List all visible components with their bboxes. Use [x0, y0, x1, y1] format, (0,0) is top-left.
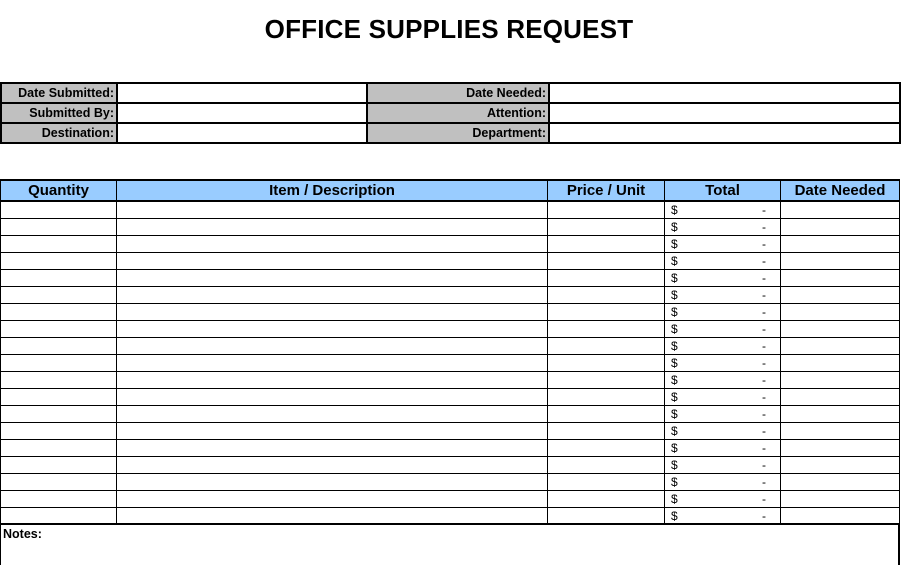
info-row-3	[1, 123, 900, 143]
date-submitted-field[interactable]	[117, 83, 367, 103]
item-description-cell[interactable]	[117, 491, 548, 508]
total-amount: -	[762, 305, 766, 319]
quantity-cell[interactable]	[1, 304, 117, 321]
total-cell	[665, 304, 781, 321]
info-row-1	[1, 83, 900, 103]
destination-field[interactable]	[117, 123, 367, 143]
quantity-cell[interactable]	[1, 321, 117, 338]
total-cell	[665, 201, 781, 219]
table-row	[1, 457, 900, 474]
table-row	[1, 440, 900, 457]
submitted-by-field[interactable]	[117, 103, 367, 123]
total-cell	[665, 491, 781, 508]
notes-section[interactable]	[0, 523, 900, 565]
total-amount: -	[762, 220, 766, 234]
total-cell	[665, 338, 781, 355]
total-cell	[665, 321, 781, 338]
table-row	[1, 270, 900, 287]
submitted-by-label: Submitted By:	[1, 103, 117, 123]
quantity-cell[interactable]	[1, 406, 117, 423]
quantity-cell[interactable]	[1, 423, 117, 440]
item-description-cell[interactable]	[117, 440, 548, 457]
total-amount: -	[762, 339, 766, 353]
price-unit-cell[interactable]	[548, 440, 665, 457]
total-cell	[665, 508, 781, 525]
quantity-cell[interactable]	[1, 440, 117, 457]
item-description-cell[interactable]	[117, 321, 548, 338]
table-row	[1, 219, 900, 236]
table-row	[1, 389, 900, 406]
total-amount: -	[762, 492, 766, 506]
quantity-cell[interactable]	[1, 389, 117, 406]
table-row	[1, 372, 900, 389]
date-needed-cell[interactable]	[781, 440, 900, 457]
total-amount: -	[762, 407, 766, 421]
currency-symbol: $	[671, 271, 678, 285]
total-cell	[665, 423, 781, 440]
currency-symbol: $	[671, 339, 678, 353]
table-row	[1, 474, 900, 491]
item-description-cell[interactable]	[117, 219, 548, 236]
date-submitted-label: Date Submitted:	[1, 83, 117, 103]
total-amount: -	[762, 237, 766, 251]
attention-label: Attention:	[367, 103, 549, 123]
quantity-cell[interactable]	[1, 355, 117, 372]
table-row	[1, 236, 900, 253]
total-cell	[665, 474, 781, 491]
department-field[interactable]	[549, 123, 900, 143]
total-amount: -	[762, 322, 766, 336]
price-unit-cell[interactable]	[548, 491, 665, 508]
date-needed-cell[interactable]	[781, 423, 900, 440]
column-header-date-needed: Date Needed	[781, 180, 900, 201]
currency-symbol: $	[671, 288, 678, 302]
column-header-quantity: Quantity	[1, 180, 117, 201]
items-body	[1, 201, 900, 525]
quantity-cell[interactable]	[1, 201, 117, 219]
attention-field[interactable]	[549, 103, 900, 123]
total-cell	[665, 440, 781, 457]
price-unit-cell[interactable]	[548, 474, 665, 491]
table-row	[1, 508, 900, 525]
total-amount: -	[762, 441, 766, 455]
total-cell	[665, 287, 781, 304]
total-amount: -	[762, 203, 766, 217]
currency-symbol: $	[671, 356, 678, 370]
item-description-cell[interactable]	[117, 372, 548, 389]
item-description-cell[interactable]	[117, 474, 548, 491]
quantity-cell[interactable]	[1, 508, 117, 525]
quantity-cell[interactable]	[1, 236, 117, 253]
item-description-cell[interactable]	[117, 253, 548, 270]
total-amount: -	[762, 373, 766, 387]
price-unit-cell[interactable]	[548, 219, 665, 236]
price-unit-cell[interactable]	[548, 253, 665, 270]
price-unit-cell[interactable]	[548, 236, 665, 253]
date-needed-cell[interactable]	[781, 355, 900, 372]
item-description-cell[interactable]	[117, 389, 548, 406]
page-title: OFFICE SUPPLIES REQUEST	[264, 14, 634, 44]
date-needed-cell[interactable]	[781, 457, 900, 474]
total-amount: -	[762, 475, 766, 489]
quantity-cell[interactable]	[1, 372, 117, 389]
total-amount: -	[762, 458, 766, 472]
total-cell	[665, 389, 781, 406]
table-row	[1, 253, 900, 270]
total-amount: -	[762, 254, 766, 268]
date-needed-cell[interactable]	[781, 304, 900, 321]
column-header-price-unit: Price / Unit	[548, 180, 665, 201]
item-description-cell[interactable]	[117, 406, 548, 423]
quantity-cell[interactable]	[1, 338, 117, 355]
total-cell	[665, 236, 781, 253]
item-description-cell[interactable]	[117, 201, 548, 219]
date-needed-cell[interactable]	[781, 338, 900, 355]
table-row	[1, 321, 900, 338]
item-description-cell[interactable]	[117, 423, 548, 440]
price-unit-cell[interactable]	[548, 321, 665, 338]
price-unit-cell[interactable]	[548, 338, 665, 355]
price-unit-cell[interactable]	[548, 287, 665, 304]
item-description-cell[interactable]	[117, 287, 548, 304]
table-row	[1, 304, 900, 321]
price-unit-cell[interactable]	[548, 508, 665, 525]
table-row	[1, 423, 900, 440]
currency-symbol: $	[671, 220, 678, 234]
quantity-cell[interactable]	[1, 287, 117, 304]
price-unit-cell[interactable]	[548, 355, 665, 372]
request-info-table	[0, 82, 901, 144]
info-row-2	[1, 103, 900, 123]
table-row	[1, 201, 900, 219]
date-needed-cell[interactable]	[781, 406, 900, 423]
date-needed-cell[interactable]	[781, 287, 900, 304]
items-table	[0, 179, 900, 525]
total-cell	[665, 270, 781, 287]
table-row	[1, 338, 900, 355]
column-header-item-description: Item / Description	[117, 180, 548, 201]
total-amount: -	[762, 288, 766, 302]
date-needed-cell[interactable]	[781, 474, 900, 491]
date-needed-cell[interactable]	[781, 389, 900, 406]
total-cell	[665, 372, 781, 389]
date-needed-cell[interactable]	[781, 491, 900, 508]
date-needed-cell[interactable]	[781, 508, 900, 525]
date-needed-label: Date Needed:	[367, 83, 549, 103]
price-unit-cell[interactable]	[548, 457, 665, 474]
destination-label: Destination:	[1, 123, 117, 143]
date-needed-cell[interactable]	[781, 253, 900, 270]
currency-symbol: $	[671, 203, 678, 217]
item-description-cell[interactable]	[117, 457, 548, 474]
quantity-cell[interactable]	[1, 491, 117, 508]
total-cell	[665, 253, 781, 270]
date-needed-cell[interactable]	[781, 372, 900, 389]
currency-symbol: $	[671, 390, 678, 404]
column-header-total: Total	[665, 180, 781, 201]
table-row	[1, 491, 900, 508]
date-needed-cell[interactable]	[781, 201, 900, 219]
notes-label: Notes:	[3, 527, 42, 541]
table-row	[1, 355, 900, 372]
currency-symbol: $	[671, 492, 678, 506]
currency-symbol: $	[671, 458, 678, 472]
currency-symbol: $	[671, 475, 678, 489]
currency-symbol: $	[671, 441, 678, 455]
quantity-cell[interactable]	[1, 474, 117, 491]
total-amount: -	[762, 424, 766, 438]
total-cell	[665, 355, 781, 372]
currency-symbol: $	[671, 254, 678, 268]
item-description-cell[interactable]	[117, 236, 548, 253]
currency-symbol: $	[671, 373, 678, 387]
currency-symbol: $	[671, 509, 678, 523]
price-unit-cell[interactable]	[548, 406, 665, 423]
total-amount: -	[762, 509, 766, 523]
table-row	[1, 287, 900, 304]
price-unit-cell[interactable]	[548, 201, 665, 219]
total-cell	[665, 457, 781, 474]
item-description-cell[interactable]	[117, 508, 548, 525]
currency-symbol: $	[671, 407, 678, 421]
quantity-cell[interactable]	[1, 457, 117, 474]
quantity-cell[interactable]	[1, 270, 117, 287]
total-amount: -	[762, 271, 766, 285]
currency-symbol: $	[671, 424, 678, 438]
date-needed-cell[interactable]	[781, 236, 900, 253]
total-cell	[665, 219, 781, 236]
quantity-cell[interactable]	[1, 253, 117, 270]
date-needed-cell[interactable]	[781, 270, 900, 287]
date-needed-cell[interactable]	[781, 321, 900, 338]
price-unit-cell[interactable]	[548, 423, 665, 440]
quantity-cell[interactable]	[1, 219, 117, 236]
item-description-cell[interactable]	[117, 338, 548, 355]
department-label: Department:	[367, 123, 549, 143]
currency-symbol: $	[671, 322, 678, 336]
item-description-cell[interactable]	[117, 355, 548, 372]
date-needed-field[interactable]	[549, 83, 900, 103]
price-unit-cell[interactable]	[548, 372, 665, 389]
price-unit-cell[interactable]	[548, 389, 665, 406]
table-row	[1, 406, 900, 423]
price-unit-cell[interactable]	[548, 304, 665, 321]
total-amount: -	[762, 390, 766, 404]
currency-symbol: $	[671, 237, 678, 251]
currency-symbol: $	[671, 305, 678, 319]
items-header-row	[1, 180, 900, 201]
item-description-cell[interactable]	[117, 304, 548, 321]
price-unit-cell[interactable]	[548, 270, 665, 287]
date-needed-cell[interactable]	[781, 219, 900, 236]
item-description-cell[interactable]	[117, 270, 548, 287]
total-amount: -	[762, 356, 766, 370]
total-cell	[665, 406, 781, 423]
